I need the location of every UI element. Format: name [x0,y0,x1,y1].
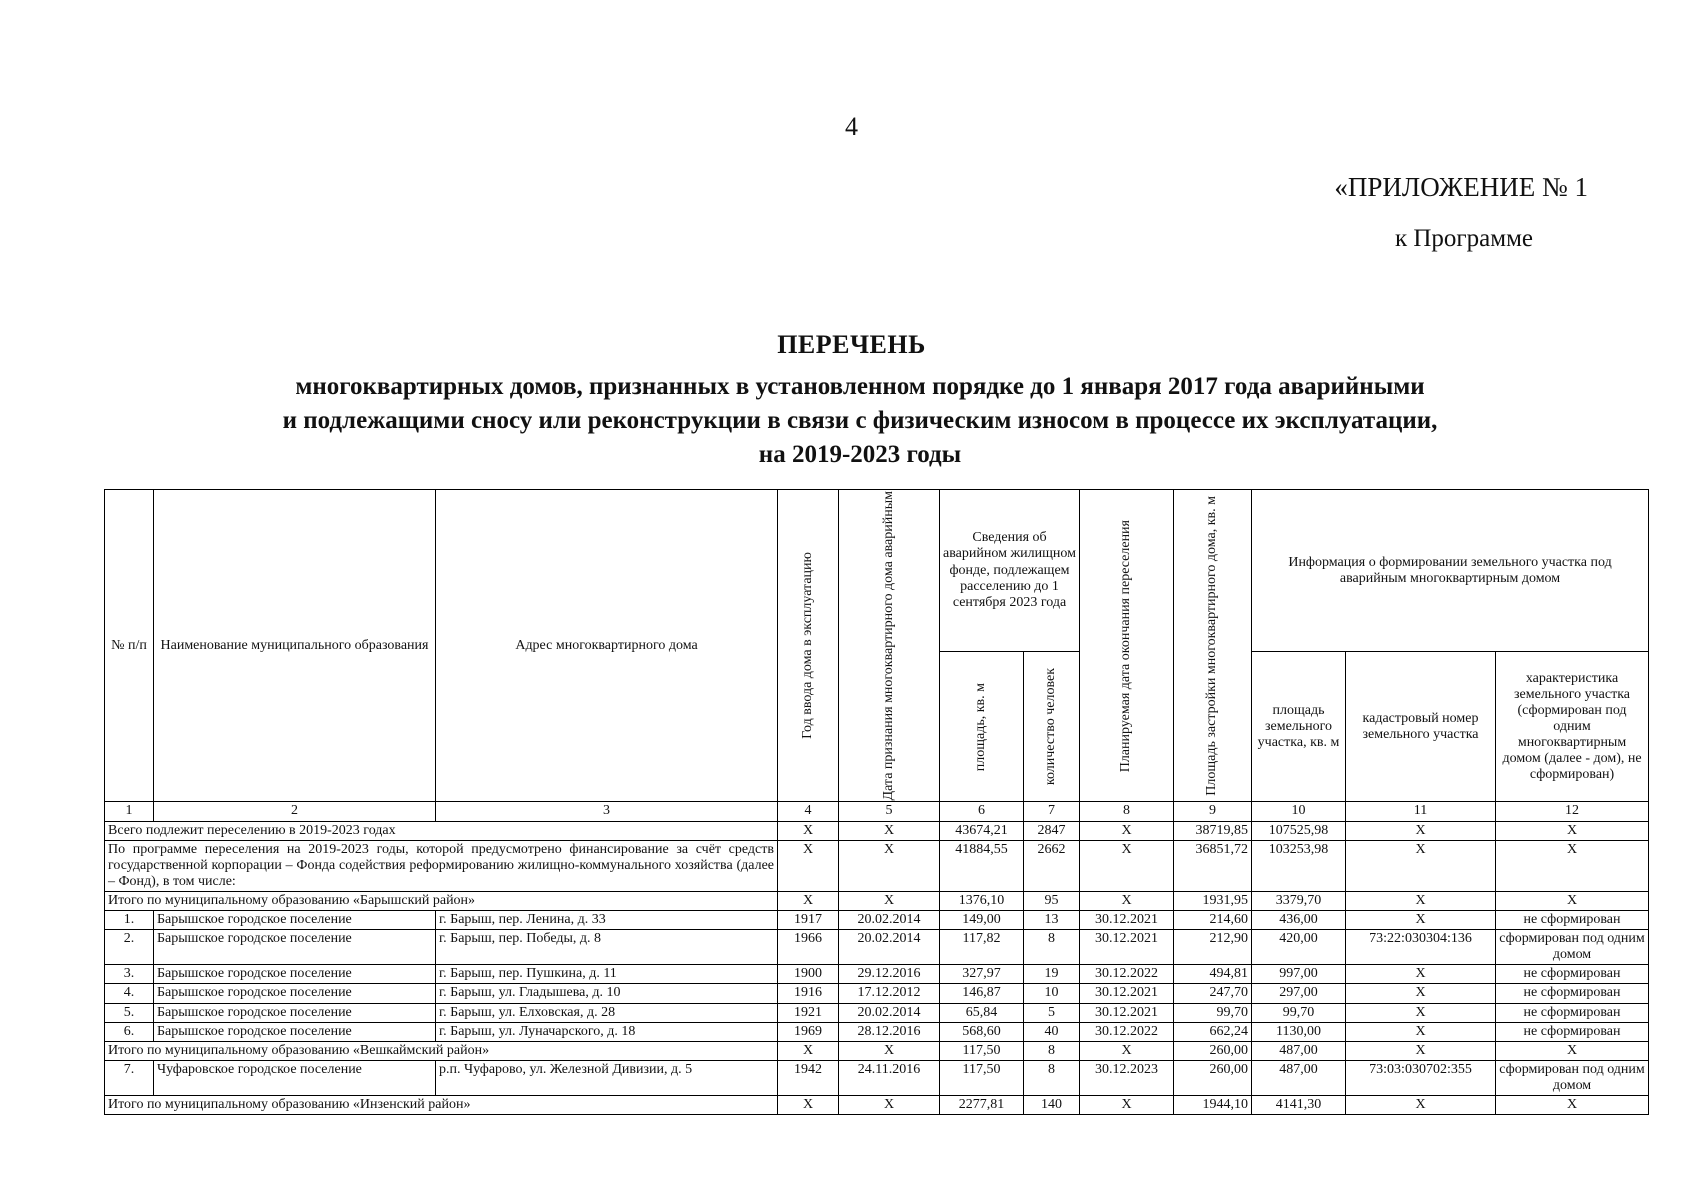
col-number: 6 [940,802,1024,821]
table-row [105,1003,1649,1022]
date-cell: 29.12.2016 [839,965,940,984]
subtotal-row [105,1041,1649,1060]
cell: X [839,840,940,891]
land-char-cell: не сформирован [1496,1022,1649,1041]
cell: X [1080,891,1174,910]
appendix-subtitle: к Программе [1394,225,1533,252]
built-area-cell: 99,70 [1174,1003,1252,1022]
area-cell: 65,84 [940,1003,1024,1022]
header-land-char: характеристика земельного участка (сформирован под одним многоквартирным домом (далее - дом), не сформирован) [1496,652,1649,802]
cell: 1931,95 [1174,891,1252,910]
cell: X [1346,840,1496,891]
date-cell: 24.11.2016 [839,1060,940,1095]
date-cell: 17.12.2012 [839,984,940,1003]
total-row [105,821,1649,840]
cadastral-cell: X [1346,984,1496,1003]
built-area-cell: 494,81 [1174,965,1252,984]
year-cell: 1900 [778,965,839,984]
cell: X [1346,1095,1496,1114]
row-label: Итого по муниципальному образованию «Вешкаймский район» [105,1041,778,1060]
land-area-cell: 1130,00 [1252,1022,1346,1041]
header-year-text: Год ввода дома в эксплуатацию [799,552,815,740]
land-char-cell: сформирован под одним домом [1496,1060,1649,1095]
subtotal-row [105,891,1649,910]
people-cell: 19 [1024,965,1080,984]
program-row [105,840,1649,891]
cell: X [778,891,839,910]
municipality-cell: Барышское городское поселение [154,965,436,984]
subtotal-row [105,1095,1649,1114]
people-cell: 13 [1024,911,1080,930]
col-number: 2 [154,802,436,821]
municipality-cell: Чуфаровское городское поселение [154,1060,436,1095]
cell: 260,00 [1174,1041,1252,1060]
cell: X [778,840,839,891]
column-numbers-row [105,802,1649,821]
cell: X [839,821,940,840]
area-cell: 568,60 [940,1022,1024,1041]
subtitle-line: многоквартирных домов, признанных в установленном порядке до 1 января 2017 года аварийными [295,373,1425,400]
land-area-cell: 99,70 [1252,1003,1346,1022]
municipality-cell: Барышское городское поселение [154,1022,436,1041]
plan-date-cell: 30.12.2023 [1080,1060,1174,1095]
land-char-cell: сформирован под одним домом [1496,930,1649,965]
row-label: По программе переселения на 2019-2023 годы, которой предусмотрено финансирование за счёт средств государственной корпорации – Фонда содействия реформированию жилищно-коммунального хозяйства (далее – Фонд), в том числе: [105,840,778,891]
cadastral-cell: X [1346,965,1496,984]
municipality-cell: Барышское городское поселение [154,911,436,930]
cell: 2847 [1024,821,1080,840]
table-row [105,965,1649,984]
table-row [105,911,1649,930]
cell: X [1080,1041,1174,1060]
col-number: 3 [436,802,778,821]
date-cell: 28.12.2016 [839,1022,940,1041]
document-title: ПЕРЕЧЕНЬ [777,330,926,359]
year-cell: 1916 [778,984,839,1003]
land-area-cell: 997,00 [1252,965,1346,984]
address-cell: г. Барыш, ул. Луначарского, д. 18 [436,1022,778,1041]
col-number: 7 [1024,802,1080,821]
land-area-cell: 436,00 [1252,911,1346,930]
year-cell: 1969 [778,1022,839,1041]
row-number: 5. [105,1003,154,1022]
address-cell: г. Барыш, ул. Гладышева, д. 10 [436,984,778,1003]
date-cell: 20.02.2014 [839,930,940,965]
cadastral-cell: 73:03:030702:355 [1346,1060,1496,1095]
col-number: 5 [839,802,940,821]
cell: X [1496,821,1649,840]
people-cell: 8 [1024,1060,1080,1095]
municipality-cell: Барышское городское поселение [154,1003,436,1022]
people-cell: 40 [1024,1022,1080,1041]
cell: 2277,81 [940,1095,1024,1114]
cell: 2662 [1024,840,1080,891]
cell: 1944,10 [1174,1095,1252,1114]
header-land-area: площадь земельного участка, кв. м [1252,652,1346,802]
header-area [940,652,1024,802]
land-char-cell: не сформирован [1496,984,1649,1003]
header-land-info: Информация о формировании земельного участка под аварийным многоквартирным домом [1252,490,1649,652]
col-number: 4 [778,802,839,821]
col-number: 12 [1496,802,1649,821]
date-cell: 20.02.2014 [839,1003,940,1022]
year-cell: 1921 [778,1003,839,1022]
address-cell: г. Барыш, пер. Ленина, д. 33 [436,911,778,930]
cell: 8 [1024,1041,1080,1060]
municipality-cell: Барышское городское поселение [154,930,436,965]
header-date-recognized [839,490,940,802]
cadastral-cell: 73:22:030304:136 [1346,930,1496,965]
row-number: 3. [105,965,154,984]
subtitle-line: на 2019-2023 годы [758,441,962,468]
row-number: 4. [105,984,154,1003]
header-year [778,490,839,802]
col-number: 11 [1346,802,1496,821]
built-area-cell: 247,70 [1174,984,1252,1003]
plan-date-cell: 30.12.2021 [1080,1003,1174,1022]
cell: 103253,98 [1252,840,1346,891]
header-planned-date [1080,490,1174,802]
col-number: 8 [1080,802,1174,821]
table-row [105,1060,1649,1095]
built-area-cell: 212,90 [1174,930,1252,965]
cell: X [1080,821,1174,840]
cell: 140 [1024,1095,1080,1114]
row-number: 2. [105,930,154,965]
header-people [1024,652,1080,802]
cell: X [1346,891,1496,910]
cell: X [839,1041,940,1060]
header-planned-date-text: Планируемая дата окончания переселения [1118,519,1134,772]
cell: X [1496,1095,1649,1114]
land-area-cell: 420,00 [1252,930,1346,965]
cell: 38719,85 [1174,821,1252,840]
area-cell: 327,97 [940,965,1024,984]
year-cell: 1942 [778,1060,839,1095]
appendix-title: «ПРИЛОЖЕНИЕ № 1 [1334,172,1588,202]
cell: 95 [1024,891,1080,910]
cell: X [1496,1041,1649,1060]
row-number: 7. [105,1060,154,1095]
area-cell: 146,87 [940,984,1024,1003]
built-area-cell: 260,00 [1174,1060,1252,1095]
area-cell: 117,82 [940,930,1024,965]
col-number: 9 [1174,802,1252,821]
cell: X [839,1095,940,1114]
cell: 487,00 [1252,1041,1346,1060]
land-char-cell: не сформирован [1496,1003,1649,1022]
cell: 107525,98 [1252,821,1346,840]
row-number: 6. [105,1022,154,1041]
table-row [105,930,1649,965]
row-label: Итого по муниципальному образованию «Барышский район» [105,891,778,910]
people-cell: 8 [1024,930,1080,965]
row-label: Всего подлежит переселению в 2019-2023 годах [105,821,778,840]
cell: 36851,72 [1174,840,1252,891]
table-row [105,1022,1649,1041]
col-number: 1 [105,802,154,821]
row-label: Итого по муниципальному образованию «Инзенский район» [105,1095,778,1114]
area-cell: 117,50 [940,1060,1024,1095]
cell: X [839,891,940,910]
cell: 41884,55 [940,840,1024,891]
plan-date-cell: 30.12.2022 [1080,965,1174,984]
address-cell: р.п. Чуфарово, ул. Железной Дивизии, д. 5 [436,1060,778,1095]
header-num: № п/п [105,490,154,802]
built-area-cell: 662,24 [1174,1022,1252,1041]
cell: X [1346,1041,1496,1060]
cell: X [1080,1095,1174,1114]
cell: 4141,30 [1252,1095,1346,1114]
address-cell: г. Барыш, ул. Елховская, д. 28 [436,1003,778,1022]
municipality-cell: Барышское городское поселение [154,984,436,1003]
header-cadastral: кадастровый номер земельного участка [1346,652,1496,802]
address-cell: г. Барыш, пер. Победы, д. 8 [436,930,778,965]
plan-date-cell: 30.12.2021 [1080,911,1174,930]
cell: 117,50 [940,1041,1024,1060]
cadastral-cell: X [1346,911,1496,930]
header-people-text: количество человек [1043,668,1059,786]
cadastral-cell: X [1346,1003,1496,1022]
table-row [105,984,1649,1003]
cell: X [1346,821,1496,840]
header-built-area-text: Площадь застройки многоквартирного дома, кв. м [1204,495,1220,796]
land-area-cell: 297,00 [1252,984,1346,1003]
cell: X [1496,891,1649,910]
address-cell: г. Барыш, пер. Пушкина, д. 11 [436,965,778,984]
cell: X [778,1095,839,1114]
header-built-area [1174,490,1252,802]
plan-date-cell: 30.12.2021 [1080,930,1174,965]
header-address: Адрес многоквартирного дома [436,490,778,802]
cell: X [778,1041,839,1060]
plan-date-cell: 30.12.2021 [1080,984,1174,1003]
area-cell: 149,00 [940,911,1024,930]
page-number: 4 [845,112,858,141]
row-number: 1. [105,911,154,930]
header-date-recognized-text: Дата признания многоквартирного дома аварийным [880,491,896,801]
cell: X [778,821,839,840]
built-area-cell: 214,60 [1174,911,1252,930]
cell: 1376,10 [940,891,1024,910]
plan-date-cell: 30.12.2022 [1080,1022,1174,1041]
land-char-cell: не сформирован [1496,911,1649,930]
subtitle-line: и подлежащими сносу или реконструкции в связи с физическим износом в процессе их эксплуатации, [282,407,1438,434]
date-cell: 20.02.2014 [839,911,940,930]
land-char-cell: не сформирован [1496,965,1649,984]
cell: X [1080,840,1174,891]
cell: 3379,70 [1252,891,1346,910]
cadastral-cell: X [1346,1022,1496,1041]
col-number: 10 [1252,802,1346,821]
year-cell: 1966 [778,930,839,965]
cell: 43674,21 [940,821,1024,840]
header-municipality: Наименование муниципального образования [154,490,436,802]
year-cell: 1917 [778,911,839,930]
header-fund-info: Сведения об аварийном жилищном фонде, подлежащем расселению до 1 сентября 2023 года [940,490,1080,652]
people-cell: 10 [1024,984,1080,1003]
land-area-cell: 487,00 [1252,1060,1346,1095]
people-cell: 5 [1024,1003,1080,1022]
cell: X [1496,840,1649,891]
document-subtitle [150,370,1570,472]
header-area-text: площадь, кв. м [973,682,989,771]
housing-table [104,489,1649,1115]
